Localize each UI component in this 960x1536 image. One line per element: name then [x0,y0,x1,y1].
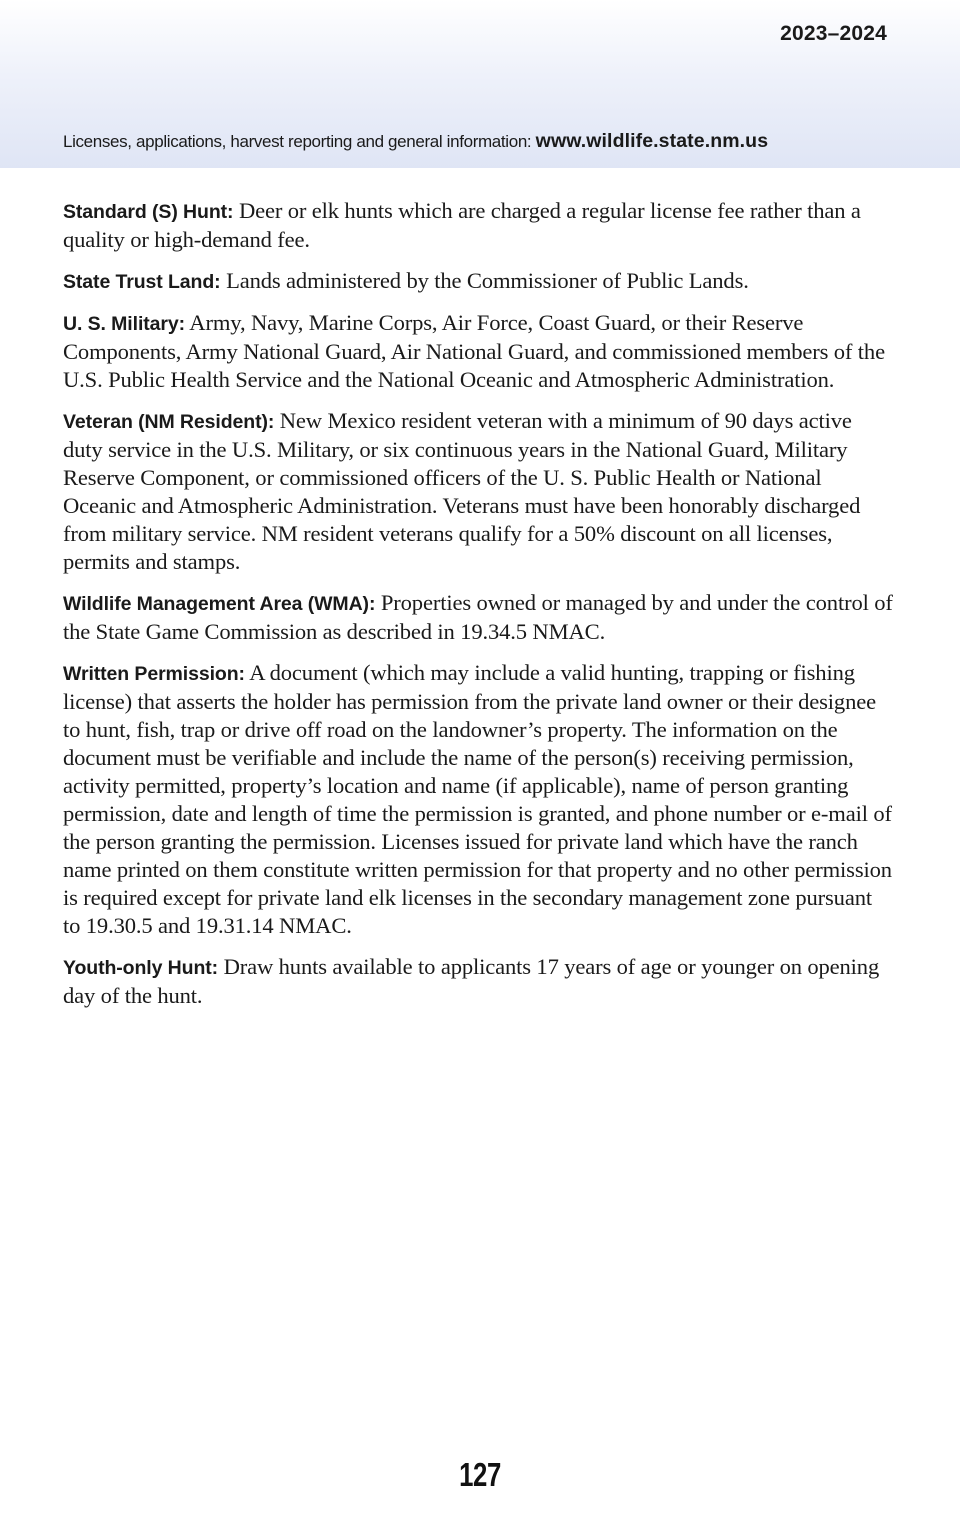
glossary-term: U. S. Military: [63,313,186,335]
glossary-term: Youth-only Hunt: [63,957,219,979]
glossary-entry-us-military [63,309,893,394]
page-number: 127 [459,1456,501,1493]
glossary-term: Veteran (NM Resident): [63,411,275,433]
glossary-definition: Army, Navy, Marine Corps, Air Force, Coast Guard, or their Reserve Components, Army National Guard, Air National Guard, and commissioned members of the U.S. Public Health Service and the National Oceanic and Atmospheric Administration. [63,310,885,392]
glossary-definition: A document (which may include a valid hunting, trapping or fishing license) that asserts the holder has permission from the private land owner or their designee to hunt, fish, trap or drive off road on the landowner’s property. The information on the document must be verifiable and include the name of the person(s) receiving permission, activity permitted, property’s location and name (if applicable), name of person granting permission, date and length of time the permission is granted, and phone number or e-mail of the person granting the permission. Licenses issued for private land which have the ranch name printed on them constitute written permission for that property and no other permission is required except for private land elk licenses in the secondary management zone pursuant to 19.30.5 and 19.31.14 NMAC. [63,660,892,938]
glossary-entry-standard-hunt [63,197,893,254]
glossary-definition: Deer or elk hunts which are charged a regular license fee rather than a quality or high-demand fee. [63,198,861,252]
glossary-entry-veteran [63,407,893,576]
glossary-entry-written-permission [63,659,893,940]
glossary-list [63,197,893,1023]
info-text: Licenses, applications, harvest reporting and general information: [63,132,536,151]
glossary-definition: Lands administered by the Commissioner of Public Lands. [226,268,749,293]
glossary-entry-wma [63,589,893,646]
glossary-term: Standard (S) Hunt: [63,201,234,223]
glossary-term: Written Permission: [63,663,245,685]
glossary-term: State Trust Land: [63,271,221,293]
glossary-entry-youth-only-hunt [63,953,893,1010]
glossary-entry-state-trust-land [63,267,893,296]
glossary-definition: Draw hunts available to applicants 17 years of age or younger on opening day of the hunt. [63,954,880,1008]
glossary-definition: New Mexico resident veteran with a minimum of 90 days active duty service in the U.S. Military, or six continuous years in the National Guard, Military Reserve Component, or commissioned officers of the U. S. Public Health or National Oceanic and Atmospheric Administration. Veterans must have been honorably discharged from military service. NM resident veterans qualify for a 50% discount on all licenses, permits and stamps. [63,408,861,574]
glossary-term: Wildlife Management Area (WMA): [63,593,376,615]
website-link[interactable]: www.wildlife.state.nm.us [535,130,769,152]
edition-year: 2023–2024 [780,22,887,45]
info-line [63,130,943,153]
glossary-definition: Properties owned or managed by and under the control of the State Game Commission as described in 19.34.5 NMAC. [63,590,893,644]
header-band [0,0,960,168]
